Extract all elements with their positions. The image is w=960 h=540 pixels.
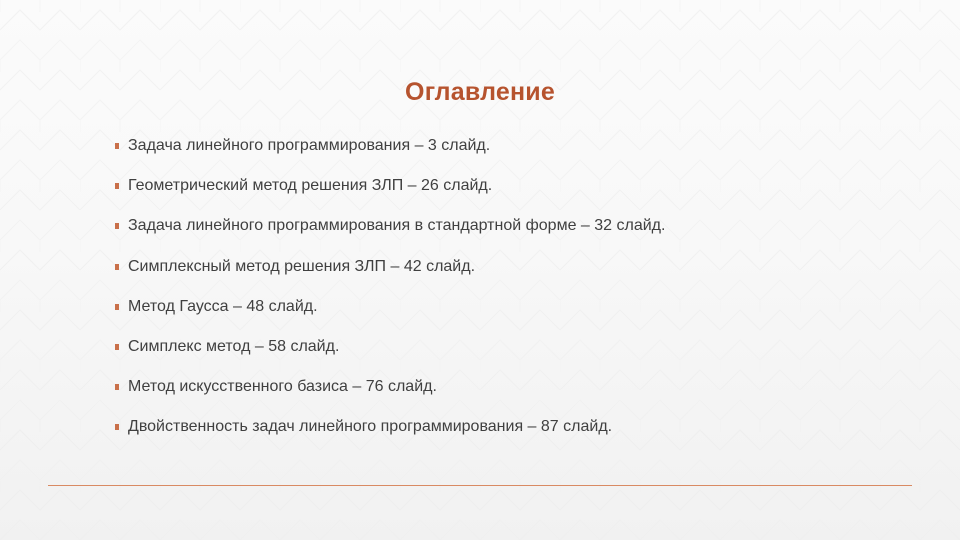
list-item-label: Задача линейного программирования в стандартной форме – 32 слайд. <box>128 217 666 235</box>
square-bullet-icon <box>115 183 119 189</box>
list-item <box>108 367 908 407</box>
list-item <box>108 166 908 206</box>
list-item-label: Метод Гаусса – 48 слайд. <box>128 297 318 315</box>
slide-title: Оглавление <box>405 78 555 106</box>
list-item <box>108 287 908 327</box>
list-item-label: Симплексный метод решения ЗЛП – 42 слайд. <box>128 257 476 275</box>
square-bullet-icon <box>115 143 119 149</box>
list-item-label: Метод искусственного базиса – 76 слайд. <box>128 378 437 396</box>
list-item-label: Геометрический метод решения ЗЛП – 26 слайд. <box>128 177 493 195</box>
list-item-label: Симплекс метод – 58 слайд. <box>128 338 340 356</box>
list-item <box>108 206 908 246</box>
square-bullet-icon <box>115 304 119 310</box>
square-bullet-icon <box>115 384 119 390</box>
list-item-label: Задача линейного программирования – 3 слайд. <box>128 137 491 155</box>
square-bullet-icon <box>115 264 119 270</box>
square-bullet-icon <box>115 344 119 350</box>
list-item <box>108 126 908 166</box>
contents-list <box>108 126 908 448</box>
list-item-label: Двойственность задач линейного программирования – 87 слайд. <box>128 418 613 436</box>
square-bullet-icon <box>115 223 119 229</box>
list-item <box>108 247 908 287</box>
list-item <box>108 327 908 367</box>
square-bullet-icon <box>115 424 119 430</box>
list-item <box>108 407 908 447</box>
footer-divider <box>48 485 912 486</box>
